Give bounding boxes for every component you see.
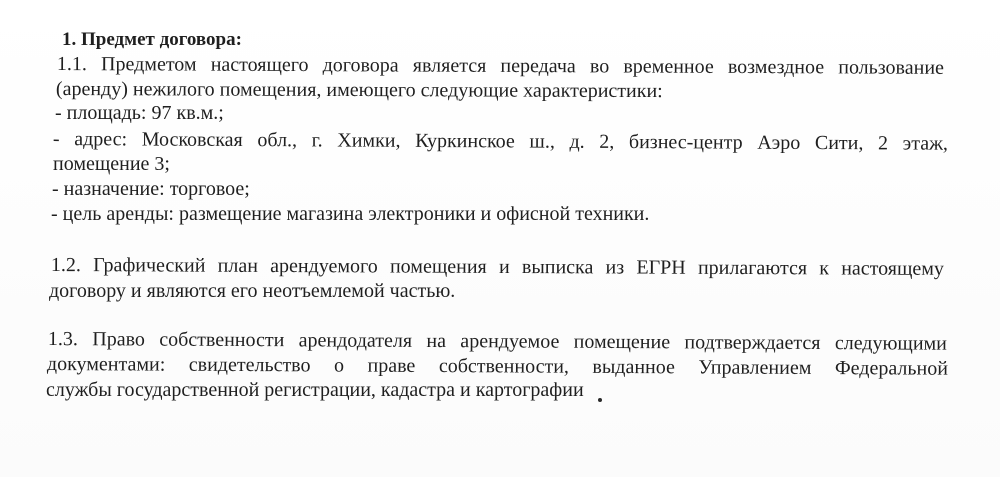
address-item-line-2: помещение 3; [53,153,170,175]
section-title: 1. Предмет договора: [62,29,242,50]
clause-1-1-line-2: (аренду) нежилого помещения, имеющего следующие характеристики: [55,77,663,103]
clause-1-3-line-1: 1.3. Право собственности арендодателя на арендуемое помещение подтверждается следующими [47,328,947,355]
purpose-item: - назначение: торговое; [52,178,250,200]
area-item: - площадь: 97 кв.м.; [55,102,224,124]
clause-1-1-line-1: 1.1. Предметом настоящего договора является передача во временное возмездное пользование [56,52,944,79]
clause-1-2-line-2: договору и являются его неотъемлемой частью. [49,280,456,302]
clause-1-2-line-1: 1.2. Графический план арендуемого помещения и выписка из ЕГРН прилагаются к настоящему [50,253,944,280]
address-item-line-1: - адрес: Московская обл., г. Химки, Куркинское ш., д. 2, бизнес-центр Аэро Сити, 2 этаж, [52,127,948,155]
scan-speck [598,398,602,402]
clause-1-3-line-3: службы государственной регистрации, кадастра и картографии [46,379,584,401]
rental-goal-item: - цель аренды: размещение магазина электроники и офисной техники. [51,203,650,225]
clause-1-3-line-2: документами: свидетельство о праве собственности, выданное Управлением Федеральной [46,353,948,380]
